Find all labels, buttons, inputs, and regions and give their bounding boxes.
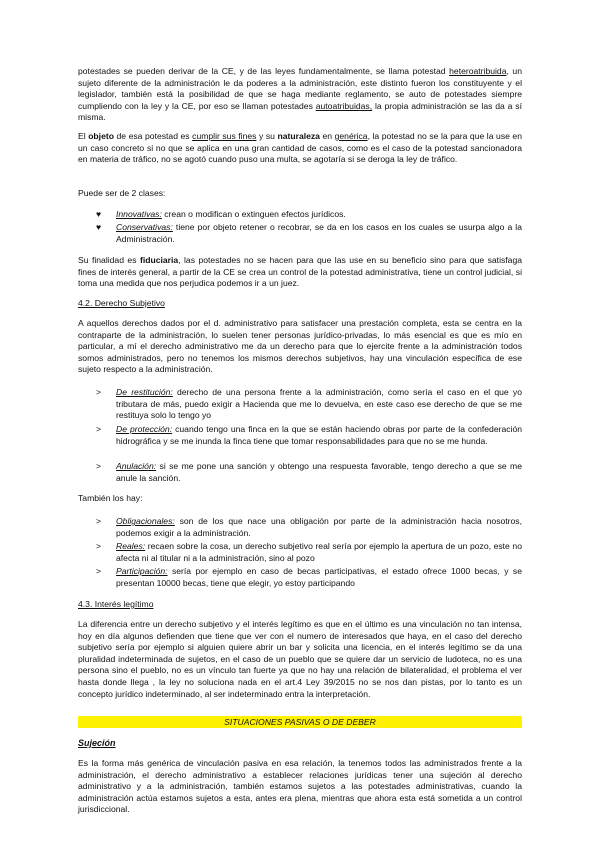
arrow-bullet-icon: > [96,461,102,471]
tambien-label: También los hay: [78,493,143,503]
arrow-bullet-icon: > [96,566,102,576]
arrow-bullet-icon: > [96,387,102,397]
clases-intro: Puede ser de 2 clases: [78,188,166,198]
arrow-bullet-icon: > [96,516,102,526]
finalidad-paragraph: Su finalidad es fiduciaria, las potestades no se hacen para que las use en su beneficio sino para que satisfaga fines de interés general, a partir de la CE se crea un control de la potestad administrativa, tiene un control judicial, si toma una medida que nos perjudica podemos ir a un juez. [78,255,522,289]
section-banner: SITUACIONES PASIVAS O DE DEBER [78,716,522,728]
term-heteroatribuida: heteroatribuida [449,66,507,76]
arrow-bullet-icon: > [96,424,102,434]
heart-bullet-icon: ♥ [96,209,102,219]
term-autoatribuidas: autoatribuidas, [315,100,373,111]
objeto-paragraph: El objeto de esa potestad es cumplir sus fines y su naturaleza en genérica, la potestad no se la para que la use en un caso concreto si no que se aplica en una gran cantidad de casos, como es el caso de la potestad sancionadora en materia de tráfico, no se agotó cuando puso una multa, se agotaría si se deroga la ley de tráfico. [78,131,522,165]
heart-bullet-icon: ♥ [96,222,102,232]
heading-derecho-subjetivo: 4.2. Derecho Subjetivo [78,298,165,308]
interes-legitimo-paragraph: La diferencia entre un derecho subjetivo y el interés legítimo es que en el último es una vinculación no tan intensa, hoy en día algunos defienden que tiene que ver con el numero de interesados que haya, en el caso del derecho subjetivo sería por ejemplo si alguien quiere abrir un bar y solicita una licencia, en el interés legítimo se da una pluralidad indeterminada de sujetos, en el caso de un pueblo que se quiere dar un servicio de ludoteca, no es una persona sino el pueblo, no es un vínculo tan fuerte ya que no hay una relación de bilateralidad, el problema el ver hasta donde llega , la ley no soluciona nada en el art.4 Ley 39/2015 no se nos dan pistas, por lo tanto es un concepto jurídico indeterminado, al ser indeterminado entra la interpretación. [78,619,522,699]
heading-interes-legitimo: 4.3. Interés legítimo [78,599,154,609]
derecho-subjetivo-paragraph: A aquellos derechos dados por el d. administrativo para satisfacer una prestación completa, esta se centra en la contraparte de la administración, lo suelen tener personas jurídico-privadas, lo más esencial es que es mío en particular, a mí el derecho administrativo me da un derecho para que lo ejercite frente a la administración todos somos administrados, pero no tenemos los mismos derechos subjetivos, hay una vinculación específica de ese sujeto respecto a la administración. [78,318,522,375]
sujecion-title: Sujeción [78,738,116,748]
arrow-bullet-icon: > [96,541,102,551]
sujecion-paragraph: Es la forma más genérica de vinculación pasiva en esa relación, la tenemos todos las administrados frente a la administración, el derecho administrativo a establecer relaciones jurídicas tener una sujeción al derecho administrativo y a la administración, también estamos sujetos a las potestades administrativas, cuando la administración actúa estamos sujetos a esta, antes era plena, mientras que ahora esta está sometida a un control jurisdiccional. [78,758,522,815]
intro-paragraph: potestades se pueden derivar de la CE, y de las leyes fundamentalmente, se llama potestad heteroatribuida, un sujeto diferente de la administración le da poderes a la administración, este distinto fueron los constituyente y el legislador, también está la posibilidad de que se haga mediante reglamento, se auto de potestades siempre cumpliendo con la ley y la CE, por eso se llaman potestades autoatribuidas, la propia administración se las da a sí misma. [78,66,522,123]
